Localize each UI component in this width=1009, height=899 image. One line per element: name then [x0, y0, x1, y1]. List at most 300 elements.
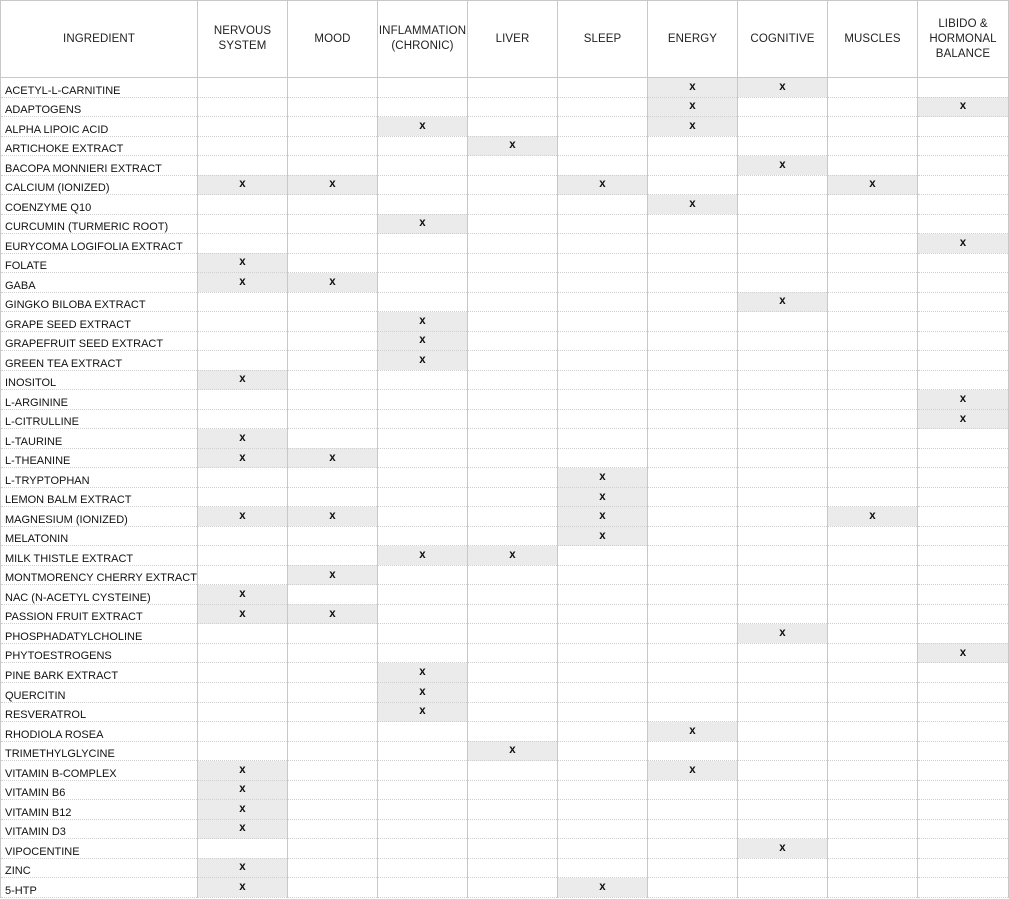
empty-cell	[288, 819, 378, 839]
empty-cell	[558, 234, 648, 254]
empty-cell	[468, 273, 558, 293]
empty-cell	[198, 117, 288, 137]
benefit-mark: x	[738, 78, 828, 98]
empty-cell	[288, 351, 378, 371]
empty-cell	[918, 624, 1009, 644]
empty-cell	[468, 604, 558, 624]
table-row	[1, 682, 1009, 702]
empty-cell	[288, 722, 378, 742]
empty-cell	[738, 97, 828, 117]
table-row	[1, 448, 1009, 468]
empty-cell	[738, 214, 828, 234]
benefit-mark: x	[378, 546, 468, 566]
empty-cell	[918, 722, 1009, 742]
table-row	[1, 97, 1009, 117]
empty-cell	[198, 97, 288, 117]
empty-cell	[468, 156, 558, 176]
empty-cell	[558, 195, 648, 215]
empty-cell	[648, 663, 738, 683]
empty-cell	[378, 175, 468, 195]
empty-cell	[378, 643, 468, 663]
benefit-mark: x	[738, 292, 828, 312]
ingredient-name: TRIMETHYLGLYCINE	[1, 741, 198, 761]
empty-cell	[378, 780, 468, 800]
benefit-mark: x	[198, 858, 288, 878]
empty-cell	[648, 839, 738, 859]
empty-cell	[828, 156, 918, 176]
empty-cell	[288, 663, 378, 683]
benefit-mark: x	[198, 604, 288, 624]
empty-cell	[738, 878, 828, 898]
empty-cell	[648, 468, 738, 488]
table-row	[1, 878, 1009, 898]
empty-cell	[198, 292, 288, 312]
empty-cell	[918, 878, 1009, 898]
empty-cell	[738, 487, 828, 507]
empty-cell	[828, 604, 918, 624]
benefit-mark: x	[648, 761, 738, 781]
empty-cell	[738, 331, 828, 351]
empty-cell	[378, 156, 468, 176]
empty-cell	[378, 819, 468, 839]
empty-cell	[378, 585, 468, 605]
empty-cell	[558, 546, 648, 566]
ingredient-name: GRAPEFRUIT SEED EXTRACT	[1, 331, 198, 351]
empty-cell	[198, 156, 288, 176]
empty-cell	[648, 234, 738, 254]
table-row	[1, 858, 1009, 878]
ingredient-name: L-TRYPTOPHAN	[1, 468, 198, 488]
empty-cell	[828, 78, 918, 98]
empty-cell	[558, 117, 648, 137]
empty-cell	[738, 585, 828, 605]
benefit-mark: x	[198, 429, 288, 449]
empty-cell	[198, 78, 288, 98]
empty-cell	[918, 156, 1009, 176]
empty-cell	[378, 195, 468, 215]
empty-cell	[918, 839, 1009, 859]
empty-cell	[738, 604, 828, 624]
empty-cell	[558, 253, 648, 273]
empty-cell	[378, 448, 468, 468]
empty-cell	[198, 312, 288, 332]
empty-cell	[198, 624, 288, 644]
empty-cell	[738, 741, 828, 761]
benefit-mark: x	[288, 604, 378, 624]
table-row	[1, 702, 1009, 722]
empty-cell	[468, 409, 558, 429]
benefit-mark: x	[648, 97, 738, 117]
empty-cell	[558, 604, 648, 624]
empty-cell	[468, 214, 558, 234]
table-row	[1, 546, 1009, 566]
benefit-mark: x	[198, 878, 288, 898]
empty-cell	[468, 370, 558, 390]
empty-cell	[558, 97, 648, 117]
empty-cell	[288, 839, 378, 859]
empty-cell	[468, 468, 558, 488]
empty-cell	[468, 312, 558, 332]
empty-cell	[918, 468, 1009, 488]
empty-cell	[468, 878, 558, 898]
empty-cell	[558, 839, 648, 859]
ingredient-name: FOLATE	[1, 253, 198, 273]
empty-cell	[828, 643, 918, 663]
empty-cell	[738, 722, 828, 742]
empty-cell	[468, 253, 558, 273]
empty-cell	[918, 195, 1009, 215]
benefit-mark: x	[378, 702, 468, 722]
empty-cell	[558, 370, 648, 390]
table-row	[1, 78, 1009, 98]
empty-cell	[288, 214, 378, 234]
empty-cell	[738, 312, 828, 332]
empty-cell	[738, 390, 828, 410]
empty-cell	[378, 624, 468, 644]
table-row	[1, 624, 1009, 644]
empty-cell	[918, 585, 1009, 605]
empty-cell	[288, 585, 378, 605]
empty-cell	[468, 448, 558, 468]
empty-cell	[558, 800, 648, 820]
empty-cell	[738, 273, 828, 293]
benefit-mark: x	[198, 370, 288, 390]
empty-cell	[828, 780, 918, 800]
empty-cell	[738, 507, 828, 527]
empty-cell	[558, 741, 648, 761]
benefit-mark: x	[198, 507, 288, 527]
empty-cell	[918, 117, 1009, 137]
empty-cell	[288, 253, 378, 273]
table-row	[1, 487, 1009, 507]
empty-cell	[648, 546, 738, 566]
table-row	[1, 409, 1009, 429]
empty-cell	[468, 761, 558, 781]
empty-cell	[918, 780, 1009, 800]
table-row	[1, 780, 1009, 800]
column-header-libido-hormonal-balance: LIBIDO & HORMONAL BALANCE	[918, 1, 1009, 78]
empty-cell	[288, 780, 378, 800]
ingredient-name: VIPOCENTINE	[1, 839, 198, 859]
empty-cell	[288, 409, 378, 429]
empty-cell	[468, 234, 558, 254]
table-row	[1, 819, 1009, 839]
empty-cell	[648, 429, 738, 449]
benefit-mark: x	[198, 175, 288, 195]
table-row	[1, 585, 1009, 605]
empty-cell	[828, 195, 918, 215]
empty-cell	[288, 468, 378, 488]
empty-cell	[378, 78, 468, 98]
empty-cell	[828, 136, 918, 156]
empty-cell	[918, 702, 1009, 722]
ingredient-name: INOSITOL	[1, 370, 198, 390]
empty-cell	[288, 643, 378, 663]
empty-cell	[198, 741, 288, 761]
empty-cell	[378, 292, 468, 312]
empty-cell	[198, 234, 288, 254]
empty-cell	[558, 761, 648, 781]
ingredient-name: GINGKO BILOBA EXTRACT	[1, 292, 198, 312]
column-header-ingredient: INGREDIENT	[1, 1, 198, 78]
table-row	[1, 565, 1009, 585]
empty-cell	[378, 273, 468, 293]
benefit-mark: x	[918, 390, 1009, 410]
column-header-cognitive: COGNITIVE	[738, 1, 828, 78]
empty-cell	[558, 819, 648, 839]
empty-cell	[738, 819, 828, 839]
empty-cell	[468, 585, 558, 605]
empty-cell	[648, 702, 738, 722]
empty-cell	[288, 370, 378, 390]
empty-cell	[918, 761, 1009, 781]
table-row	[1, 722, 1009, 742]
empty-cell	[378, 741, 468, 761]
empty-cell	[288, 487, 378, 507]
empty-cell	[198, 487, 288, 507]
empty-cell	[378, 97, 468, 117]
empty-cell	[468, 800, 558, 820]
empty-cell	[918, 448, 1009, 468]
empty-cell	[378, 253, 468, 273]
ingredient-name: ALPHA LIPOIC ACID	[1, 117, 198, 137]
empty-cell	[558, 858, 648, 878]
empty-cell	[288, 761, 378, 781]
empty-cell	[468, 663, 558, 683]
empty-cell	[648, 780, 738, 800]
ingredient-name: EURYCOMA LOGIFOLIA EXTRACT	[1, 234, 198, 254]
ingredient-name: MONTMORENCY CHERRY EXTRACT	[1, 565, 198, 585]
empty-cell	[288, 429, 378, 449]
benefit-mark: x	[288, 273, 378, 293]
benefit-mark: x	[198, 273, 288, 293]
empty-cell	[288, 117, 378, 137]
ingredient-name: NAC (N-ACETYL CYSTEINE)	[1, 585, 198, 605]
empty-cell	[918, 136, 1009, 156]
empty-cell	[558, 448, 648, 468]
empty-cell	[468, 722, 558, 742]
empty-cell	[378, 722, 468, 742]
benefit-mark: x	[918, 234, 1009, 254]
empty-cell	[378, 234, 468, 254]
empty-cell	[558, 702, 648, 722]
benefit-mark: x	[378, 331, 468, 351]
empty-cell	[468, 78, 558, 98]
empty-cell	[828, 429, 918, 449]
table-row	[1, 331, 1009, 351]
ingredient-name: PASSION FRUIT EXTRACT	[1, 604, 198, 624]
empty-cell	[468, 97, 558, 117]
benefit-mark: x	[648, 78, 738, 98]
empty-cell	[558, 585, 648, 605]
ingredient-name: GABA	[1, 273, 198, 293]
empty-cell	[468, 117, 558, 137]
ingredient-name: BACOPA MONNIERI EXTRACT	[1, 156, 198, 176]
table-row	[1, 195, 1009, 215]
empty-cell	[648, 800, 738, 820]
empty-cell	[918, 565, 1009, 585]
empty-cell	[738, 858, 828, 878]
empty-cell	[828, 117, 918, 137]
empty-cell	[738, 136, 828, 156]
ingredient-name: L-ARGININE	[1, 390, 198, 410]
empty-cell	[558, 624, 648, 644]
empty-cell	[288, 331, 378, 351]
benefit-mark: x	[198, 800, 288, 820]
empty-cell	[288, 878, 378, 898]
empty-cell	[198, 702, 288, 722]
empty-cell	[198, 390, 288, 410]
ingredient-name: MELATONIN	[1, 526, 198, 546]
benefit-mark: x	[288, 507, 378, 527]
benefit-mark: x	[558, 487, 648, 507]
empty-cell	[288, 800, 378, 820]
empty-cell	[558, 292, 648, 312]
benefit-mark: x	[918, 409, 1009, 429]
ingredient-name: 5-HTP	[1, 878, 198, 898]
table-row	[1, 390, 1009, 410]
benefit-mark: x	[378, 214, 468, 234]
empty-cell	[468, 390, 558, 410]
empty-cell	[828, 565, 918, 585]
empty-cell	[558, 722, 648, 742]
empty-cell	[828, 487, 918, 507]
ingredient-name: CURCUMIN (TURMERIC ROOT)	[1, 214, 198, 234]
empty-cell	[198, 331, 288, 351]
benefit-mark: x	[288, 448, 378, 468]
benefit-mark: x	[378, 312, 468, 332]
empty-cell	[828, 351, 918, 371]
empty-cell	[648, 643, 738, 663]
empty-cell	[738, 761, 828, 781]
empty-cell	[918, 663, 1009, 683]
empty-cell	[828, 292, 918, 312]
empty-cell	[918, 858, 1009, 878]
ingredient-name: VITAMIN B6	[1, 780, 198, 800]
empty-cell	[288, 702, 378, 722]
empty-cell	[648, 741, 738, 761]
empty-cell	[828, 234, 918, 254]
table-row	[1, 839, 1009, 859]
table-row	[1, 156, 1009, 176]
empty-cell	[918, 526, 1009, 546]
empty-cell	[198, 546, 288, 566]
empty-cell	[828, 331, 918, 351]
benefit-mark: x	[558, 878, 648, 898]
empty-cell	[738, 175, 828, 195]
empty-cell	[468, 487, 558, 507]
ingredient-name: ARTICHOKE EXTRACT	[1, 136, 198, 156]
table-row	[1, 234, 1009, 254]
empty-cell	[738, 117, 828, 137]
table-row	[1, 117, 1009, 137]
empty-cell	[828, 663, 918, 683]
ingredient-name: CALCIUM (IONIZED)	[1, 175, 198, 195]
empty-cell	[468, 351, 558, 371]
empty-cell	[558, 214, 648, 234]
table-row	[1, 370, 1009, 390]
empty-cell	[918, 331, 1009, 351]
empty-cell	[288, 136, 378, 156]
empty-cell	[918, 682, 1009, 702]
empty-cell	[468, 780, 558, 800]
benefit-mark: x	[198, 780, 288, 800]
table-row	[1, 526, 1009, 546]
empty-cell	[468, 702, 558, 722]
empty-cell	[378, 487, 468, 507]
empty-cell	[288, 546, 378, 566]
empty-cell	[378, 370, 468, 390]
empty-cell	[648, 448, 738, 468]
empty-cell	[468, 858, 558, 878]
benefit-mark: x	[828, 507, 918, 527]
benefit-mark: x	[198, 761, 288, 781]
table-row	[1, 136, 1009, 156]
benefit-mark: x	[288, 175, 378, 195]
empty-cell	[378, 604, 468, 624]
empty-cell	[918, 351, 1009, 371]
empty-cell	[468, 175, 558, 195]
empty-cell	[378, 507, 468, 527]
empty-cell	[558, 565, 648, 585]
empty-cell	[828, 858, 918, 878]
empty-cell	[738, 234, 828, 254]
empty-cell	[468, 565, 558, 585]
empty-cell	[828, 312, 918, 332]
empty-cell	[918, 273, 1009, 293]
ingredient-name: QUERCITIN	[1, 682, 198, 702]
empty-cell	[198, 839, 288, 859]
empty-cell	[648, 292, 738, 312]
empty-cell	[558, 780, 648, 800]
benefit-mark: x	[468, 546, 558, 566]
empty-cell	[378, 526, 468, 546]
benefit-mark: x	[738, 624, 828, 644]
ingredient-name: RHODIOLA ROSEA	[1, 722, 198, 742]
empty-cell	[198, 195, 288, 215]
benefit-mark: x	[288, 565, 378, 585]
ingredient-name: PHOSPHADATYLCHOLINE	[1, 624, 198, 644]
empty-cell	[828, 800, 918, 820]
ingredient-name: PHYTOESTROGENS	[1, 643, 198, 663]
empty-cell	[828, 409, 918, 429]
benefit-mark: x	[198, 585, 288, 605]
column-header-mood: MOOD	[288, 1, 378, 78]
benefit-mark: x	[918, 643, 1009, 663]
empty-cell	[288, 682, 378, 702]
ingredient-name: L-TAURINE	[1, 429, 198, 449]
empty-cell	[378, 858, 468, 878]
empty-cell	[468, 292, 558, 312]
empty-cell	[828, 97, 918, 117]
empty-cell	[648, 878, 738, 898]
empty-cell	[828, 878, 918, 898]
empty-cell	[738, 195, 828, 215]
header-row	[1, 1, 1009, 78]
empty-cell	[468, 507, 558, 527]
empty-cell	[918, 741, 1009, 761]
column-header-muscles: MUSCLES	[828, 1, 918, 78]
table-row	[1, 175, 1009, 195]
empty-cell	[828, 390, 918, 410]
table-row	[1, 643, 1009, 663]
empty-cell	[738, 663, 828, 683]
benefit-mark: x	[738, 839, 828, 859]
empty-cell	[648, 156, 738, 176]
empty-cell	[198, 682, 288, 702]
empty-cell	[648, 331, 738, 351]
empty-cell	[918, 819, 1009, 839]
